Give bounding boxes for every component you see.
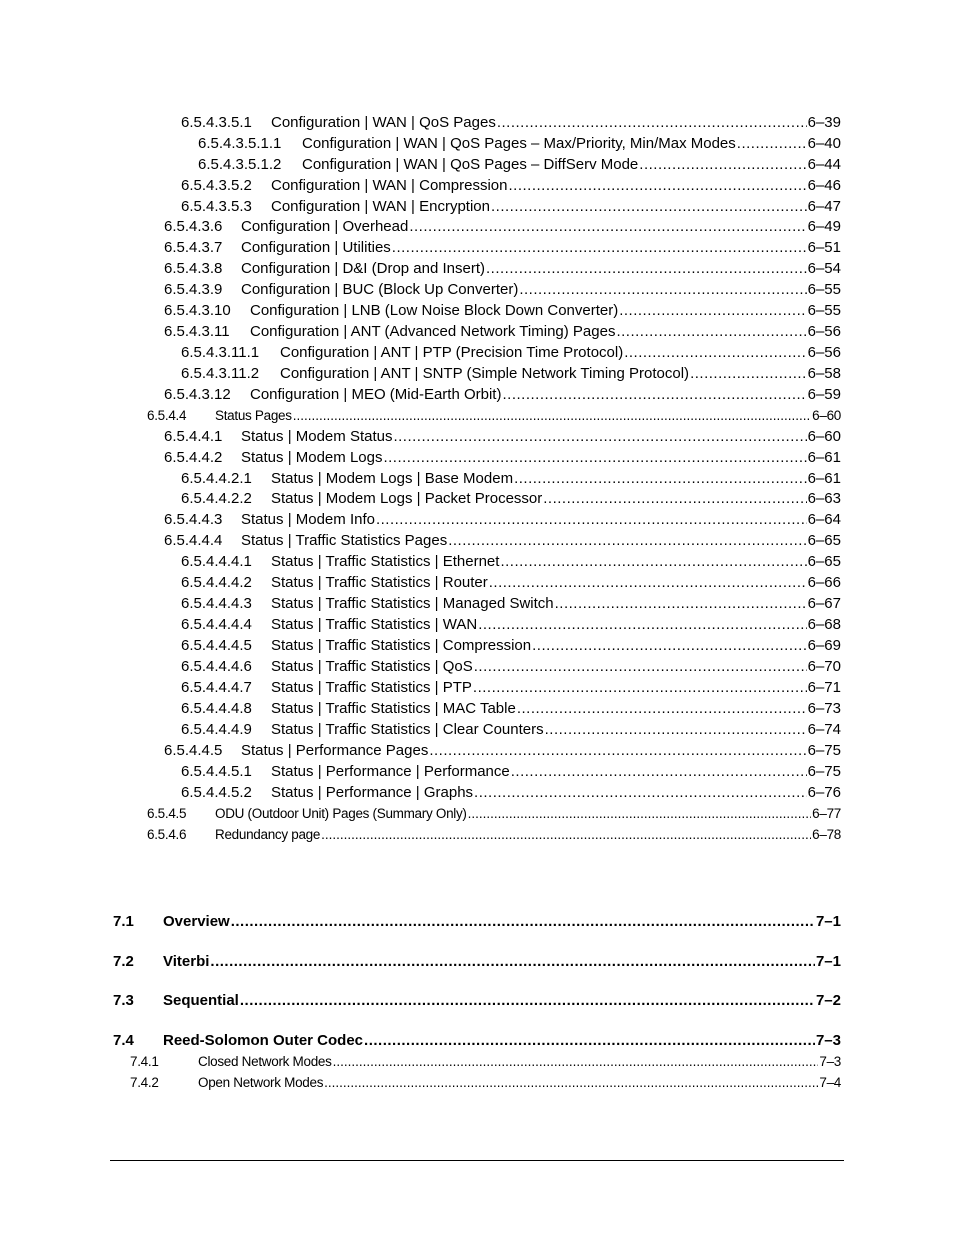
toc-entry[interactable] [181,761,841,782]
toc-entry-number: 7.4 [113,1032,134,1049]
toc-entry-heading[interactable] [113,990,841,1011]
toc-entry-title: Status | Performance Pages [241,742,429,759]
toc-entry-number: 6.5.4.3.5.1.1 [198,135,282,152]
toc-entry-title: Status | Modem Logs | Packet Processor [271,490,543,507]
toc-entry-page: 6–60 [807,428,841,445]
toc-entry-number: 7.2 [113,953,134,970]
toc-entry-page: 7–4 [819,1075,841,1090]
toc-entry-page: 6–55 [807,281,841,298]
toc-entry-title: Configuration | D&I (Drop and Insert) [241,260,486,277]
toc-entry-title: Status Pages [215,408,292,423]
toc-entry-number: 6.5.4.4.3 [164,511,223,528]
toc-entry[interactable] [147,803,841,824]
toc-entry-title: Status | Traffic Statistics | Clear Counters [271,721,544,738]
toc-entry[interactable] [181,698,841,719]
toc-entry-page: 6–59 [807,386,841,403]
toc-entry-title: Configuration | ANT | PTP (Precision Time Protocol) [280,344,624,361]
toc-entry[interactable] [164,258,841,279]
toc-entry[interactable] [181,572,841,593]
toc-entry-title: Status | Traffic Statistics Pages [241,532,448,549]
dot-leader [474,656,807,677]
toc-entry-number: 6.5.4.4.4.7 [181,679,252,696]
toc-entry-title: Status | Modem Info [241,511,375,528]
dot-leader [639,154,806,175]
toc-entry[interactable] [164,237,841,258]
toc-entry[interactable] [164,740,841,761]
dot-leader [511,761,807,782]
toc-entry-page: 6–40 [807,135,841,152]
dot-leader [491,196,807,217]
dot-leader [231,911,815,932]
dot-leader [517,698,807,719]
toc-entry[interactable] [181,614,841,635]
dot-leader [555,593,807,614]
dot-leader [489,572,807,593]
toc-entry-page: 6–74 [807,721,841,738]
toc-entry-page: 6–61 [807,449,841,466]
toc-entry-title: Status | Traffic Statistics | PTP [271,679,472,696]
toc-entry-page: 7–2 [815,992,841,1009]
toc-entry-page: 6–70 [807,658,841,675]
toc-entry-number: 6.5.4.3.11.2 [181,365,260,382]
toc-entry-page: 6–69 [807,637,841,654]
toc-entry-number: 6.5.4.4.5.1 [181,763,252,780]
toc-entry-heading[interactable] [113,1030,841,1051]
dot-leader [519,279,806,300]
toc-entry-number: 6.5.4.4.2 [164,449,223,466]
dot-leader [429,740,806,761]
toc-entry-page: 6–73 [807,700,841,717]
toc-entry-title: Status | Modem Logs | Base Modem [271,470,514,487]
toc-entry-title: Redundancy page [215,827,321,842]
toc-entry-title: Viterbi [163,953,210,970]
toc-entry-number: 6.5.4.4.2.2 [181,490,252,507]
toc-entry-title: Configuration | WAN | QoS Pages – DiffServ Mode [302,156,639,173]
toc-entry-page: 6–77 [812,806,841,821]
dot-leader [392,237,807,258]
dot-leader [240,990,815,1011]
toc-entry-title: Configuration | WAN | QoS Pages [271,114,496,131]
toc-entry-page: 6–63 [807,490,841,507]
toc-entry-page: 7–1 [815,953,841,970]
dot-leader [619,300,806,321]
toc-entry-number: 6.5.4.3.11 [164,323,230,340]
dot-leader [321,824,811,845]
toc-entry-title: Configuration | WAN | Encryption [271,198,490,215]
dot-leader [545,719,807,740]
dot-leader [393,426,806,447]
toc-entry-number: 6.5.4.3.5.3 [181,198,252,215]
toc-entry-page: 6–71 [807,679,841,696]
toc-entry[interactable] [164,447,841,468]
toc-entry-title: Status | Traffic Statistics | Managed Switch [271,595,554,612]
dot-leader [497,112,807,133]
toc-entry-number: 6.5.4.4.4.5 [181,637,252,654]
toc-entry-number: 6.5.4.4.4.1 [181,553,252,570]
toc-entry[interactable] [164,279,841,300]
toc-entry-number: 6.5.4.4.4.9 [181,721,252,738]
toc-entry-page: 6–55 [807,302,841,319]
toc-entry-number: 6.5.4.4.2.1 [181,470,252,487]
toc-entry-page: 7–3 [815,1032,841,1049]
toc-entry-heading[interactable] [113,951,841,972]
toc-entry-number: 7.4.1 [130,1054,159,1069]
toc-entry-title: Reed-Solomon Outer Codec [163,1032,364,1049]
toc-entry[interactable] [181,551,841,572]
toc-entry-number: 6.5.4.3.10 [164,302,231,319]
toc-entry-number: 6.5.4.4.1 [164,428,223,445]
toc-entry-page: 6–56 [807,323,841,340]
toc-entry-title: Configuration | MEO (Mid-Earth Orbit) [250,386,502,403]
toc-entry[interactable] [164,216,841,237]
toc-entry-title: Status | Modem Status [241,428,393,445]
dot-leader [624,342,806,363]
toc-entry-number: 6.5.4.4.4.4 [181,616,252,633]
dot-leader [409,216,806,237]
toc-entry-page: 6–76 [807,784,841,801]
toc-entry[interactable] [164,509,841,530]
toc-entry[interactable] [181,342,841,363]
toc-entry-page: 6–65 [807,553,841,570]
toc-entry[interactable] [147,405,841,426]
toc-entry[interactable] [164,321,841,342]
toc-entry-page: 6–54 [807,260,841,277]
dot-leader [293,405,811,426]
toc-entry-number: 6.5.4.3.9 [164,281,223,298]
toc-entry-number: 6.5.4.5 [147,806,187,821]
toc-entry-page: 6–51 [807,239,841,256]
toc-entry-number: 6.5.4.4.4 [164,532,223,549]
toc-entry-page: 6–46 [807,177,841,194]
dot-leader [383,447,806,468]
toc-entry-page: 6–60 [812,408,841,423]
toc-entry[interactable] [181,635,841,656]
toc-entry[interactable] [164,426,841,447]
dot-leader [333,1051,819,1072]
dot-leader [532,635,807,656]
toc-entry-page: 6–64 [807,511,841,528]
toc-entry[interactable] [130,1072,841,1093]
toc-entry[interactable] [181,112,841,133]
toc-entry-title: Status | Modem Logs [241,449,383,466]
toc-entry-page: 6–56 [807,344,841,361]
toc-entry[interactable] [181,782,841,803]
toc-entry-title: Configuration | LNB (Low Noise Block Down Converter) [250,302,619,319]
footer-divider [110,1160,844,1161]
toc-entry-number: 7.4.2 [130,1075,159,1090]
toc-entry-number: 6.5.4.3.6 [164,218,223,235]
dot-leader [543,488,806,509]
toc-entry-number: 6.5.4.3.7 [164,239,223,256]
toc-entry-title: Status | Traffic Statistics | Compression [271,637,532,654]
toc-entry-page: 6–68 [807,616,841,633]
toc-entry-page: 6–66 [807,574,841,591]
toc-entry-number: 6.5.4.3.8 [164,260,223,277]
dot-leader [210,951,815,972]
toc-entry[interactable] [181,593,841,614]
toc-entry-title: Status | Traffic Statistics | QoS [271,658,473,675]
toc-entry-page: 6–78 [812,827,841,842]
toc-entry[interactable] [198,133,841,154]
toc-entry-number: 6.5.4.4.5.2 [181,784,252,801]
dot-leader [478,614,806,635]
toc-entry-title: Configuration | WAN | Compression [271,177,508,194]
toc-entry-page: 6–75 [807,742,841,759]
dot-leader [690,363,807,384]
toc-entry-page: 6–44 [807,156,841,173]
toc-entry-number: 6.5.4.6 [147,827,187,842]
toc-entry[interactable] [181,175,841,196]
toc-entry[interactable] [181,196,841,217]
toc-entry[interactable] [147,824,841,845]
toc-entry[interactable] [181,363,841,384]
toc-entry-page: 6–75 [807,763,841,780]
toc-entry-page: 6–39 [807,114,841,131]
toc-entry-title: Configuration | ANT | SNTP (Simple Network Timing Protocol) [280,365,690,382]
toc-entry-number: 6.5.4.4.5 [164,742,223,759]
toc-entry-title: Status | Performance | Performance [271,763,510,780]
dot-leader [737,133,807,154]
toc-entry-title: Overview [163,913,230,930]
dot-leader [514,468,807,489]
dot-leader [448,530,806,551]
dot-leader [616,321,806,342]
toc-entry-number: 6.5.4.3.11.1 [181,344,260,361]
toc-entry-title: Configuration | Utilities [241,239,391,256]
toc-entry-title: Status | Traffic Statistics | WAN [271,616,478,633]
dot-leader [324,1072,818,1093]
toc-entry-page: 6–67 [807,595,841,612]
toc-entry-title: Open Network Modes [198,1075,324,1090]
toc-entry[interactable] [198,154,841,175]
toc-entry-number: 6.5.4.4.4.6 [181,658,252,675]
toc-entry-page: 7–1 [815,913,841,930]
toc-entry-heading[interactable] [113,911,841,932]
toc-entry-number: 6.5.4.4.4.8 [181,700,252,717]
toc-entry-number: 7.1 [113,913,134,930]
dot-leader [502,384,806,405]
toc-entry-page: 6–49 [807,218,841,235]
toc-entry-number: 6.5.4.3.5.1.2 [198,156,282,173]
toc-entry-page: 6–65 [807,532,841,549]
dot-leader [468,803,812,824]
dot-leader [474,782,807,803]
dot-leader [500,551,806,572]
toc-entry[interactable] [164,530,841,551]
toc-entry-title: Configuration | Overhead [241,218,409,235]
toc-entry-number: 6.5.4.4.4.2 [181,574,252,591]
toc-entry[interactable] [181,488,841,509]
toc-entry[interactable] [181,677,841,698]
toc-entry-title: Status | Performance | Graphs [271,784,474,801]
toc-entry-page: 6–61 [807,470,841,487]
toc-entry[interactable] [181,719,841,740]
toc-entry[interactable] [181,468,841,489]
toc-entry-title: Closed Network Modes [198,1054,332,1069]
toc-entry-page: 7–3 [819,1054,841,1069]
toc-entry-title: Status | Traffic Statistics | Router [271,574,488,591]
toc-entry-number: 7.3 [113,992,134,1009]
toc-entry-title: Status | Traffic Statistics | Ethernet [271,553,500,570]
toc-entry[interactable] [181,656,841,677]
dot-leader [509,175,807,196]
toc-entry-number: 6.5.4.3.12 [164,386,231,403]
toc-entry-title: ODU (Outdoor Unit) Pages (Summary Only) [215,806,467,821]
toc-entry-title: Configuration | BUC (Block Up Converter) [241,281,519,298]
toc-entry[interactable] [130,1051,841,1072]
dot-leader [473,677,807,698]
toc-entry-number: 6.5.4.3.5.1 [181,114,252,131]
toc-entry-number: 6.5.4.4.4.3 [181,595,252,612]
dot-leader [376,509,807,530]
toc-entry-title: Status | Traffic Statistics | MAC Table [271,700,516,717]
toc-entry-title: Configuration | ANT (Advanced Network Timing) Pages [250,323,616,340]
toc-entry-title: Sequential [163,992,239,1009]
toc-entry-page: 6–47 [807,198,841,215]
dot-leader [364,1030,815,1051]
toc-entry[interactable] [164,300,841,321]
toc-entry-number: 6.5.4.4 [147,408,187,423]
toc-entry-title: Configuration | WAN | QoS Pages – Max/Priority, Min/Max Modes [302,135,736,152]
toc-entry-page: 6–58 [807,365,841,382]
toc-entry-number: 6.5.4.3.5.2 [181,177,252,194]
dot-leader [486,258,807,279]
toc-entry[interactable] [164,384,841,405]
